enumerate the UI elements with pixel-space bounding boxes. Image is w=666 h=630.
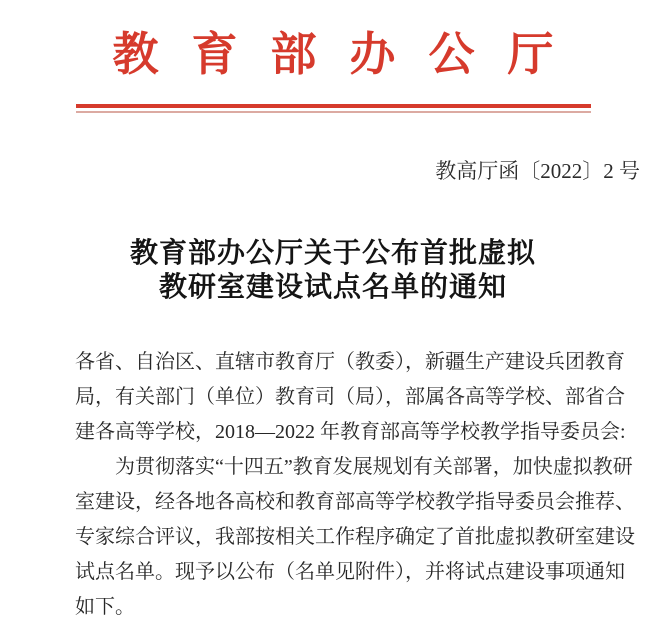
body-line-4: 为贯彻落实“十四五”教育发展规划有关部署，加快虚拟教研 xyxy=(115,456,633,478)
document-title-line-2: 教研室建设试点名单的通知 xyxy=(158,272,507,303)
divider-thick-line xyxy=(76,104,591,108)
body-line-8: 如下。 xyxy=(75,596,135,618)
body-line-1: 各省、自治区、直辖市教育厅（教委），新疆生产建设兵团教育 xyxy=(75,351,625,373)
divider-thin-line xyxy=(76,111,591,113)
red-header-divider xyxy=(76,104,591,113)
body-line-6: 专家综合评议，我部按相关工作程序确定了首批虚拟教研室建设 xyxy=(75,526,635,548)
document-title-line-1: 教育部办公厅关于公布首批虚拟 xyxy=(129,238,536,269)
document-title xyxy=(0,237,666,305)
letterhead-agency-text: 教育部办公厅 xyxy=(112,29,587,80)
body-line-5: 室建设，经各地各高校和教育部高等学校教学指导委员会推荐、 xyxy=(75,491,635,513)
document-number: 教高厅函〔2022〕2 号 xyxy=(435,159,640,183)
body-line-7: 试点名单。现予以公布（名单见附件），并将试点建设事项通知 xyxy=(75,561,625,583)
body-line-2: 局，有关部门（单位）教育司（局），部属各高等学校、部省合 xyxy=(75,386,625,408)
letterhead-agency-title xyxy=(0,26,666,84)
document-body xyxy=(75,345,635,625)
body-line-3: 建各高等学校，2018—2022 年教育部高等学校教学指导委员会: xyxy=(75,421,626,443)
